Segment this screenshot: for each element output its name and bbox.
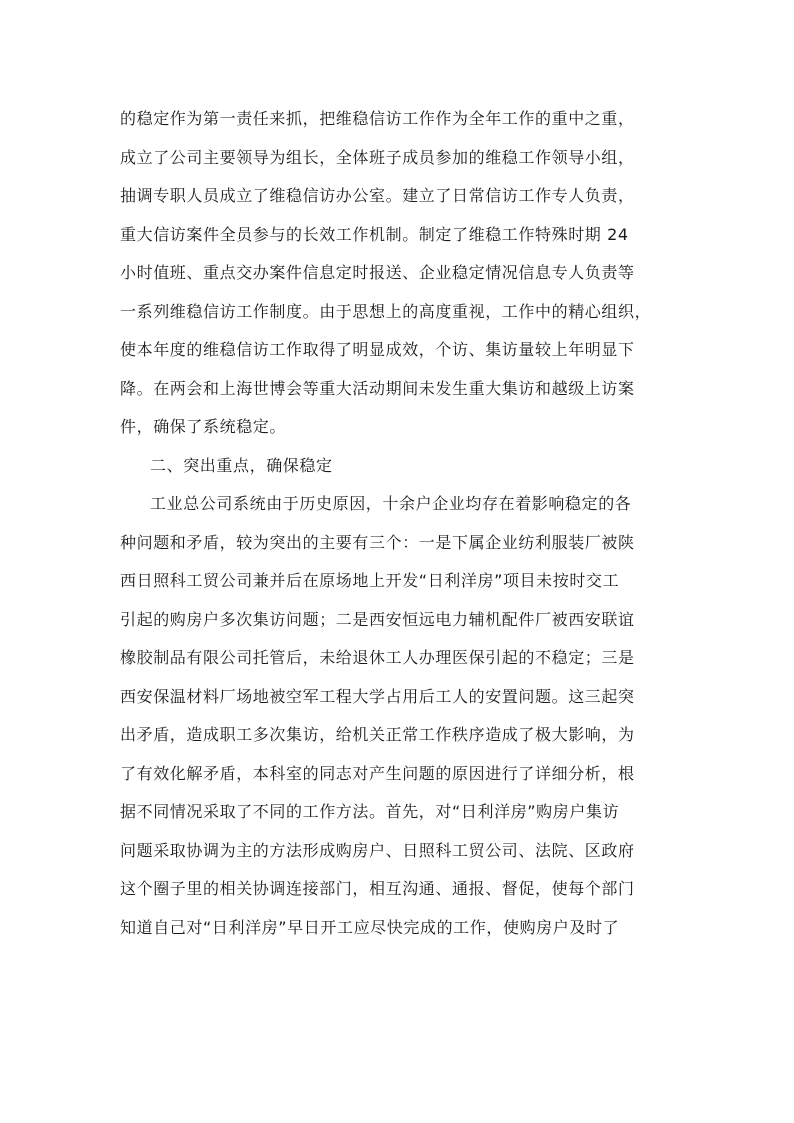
paragraph-line: 工业总公司系统由于历史原因，十余户企业均存在着影响稳定的各 <box>150 494 632 513</box>
paragraph-line: 降。在两会和上海世博会等重大活动期间未发生重大集访和越级上访案 <box>120 378 635 398</box>
paragraph-line: 出矛盾，造成职工多次集访，给机关正常工作秩序造成了极大影响，为 <box>120 725 635 744</box>
paragraph-line: 使本年度的维稳信访工作取得了明显成效，个访、集访量较上年明显下 <box>120 340 635 359</box>
paragraph-line: 成立了公司主要领导为组长，全体班子成员参加的维稳工作领导小组， <box>120 147 635 167</box>
paragraph-line: 小时值班、重点交办案件信息定时报送、企业稳定情况信息专人负责等 <box>120 263 635 282</box>
paragraph-line: 重大信访案件全员参与的长效工作机制。制定了维稳工作特殊时期 24 <box>120 224 629 244</box>
paragraph-line: 种问题和矛盾，较为突出的主要有三个：一是下属企业纺利服装厂被陕 <box>120 532 635 552</box>
paragraph-line: 西安保温材料厂场地被空军工程大学占用后工人的安置问题。这三起突 <box>120 686 635 706</box>
paragraph-line: 抽调专职人员成立了维稳信访办公室。建立了日常信访工作专人负责， <box>120 186 635 205</box>
paragraph-line: 一系列维稳信访工作制度。由于思想上的高度重视，工作中的精心组织， <box>120 301 652 321</box>
paragraph-line: 引起的购房户多次集访问题；二是西安恒远电力辅机配件厂被西安联谊 <box>120 609 635 629</box>
paragraph-line: 知道自己对“日利洋房”早日开工应尽快完成的工作，使购房户及时了 <box>120 917 620 937</box>
paragraph-line: 问题采取协调为主的方法形成购房户、日照科工贸公司、法院、区政府 <box>120 840 635 860</box>
paragraph-line: 据不同情况采取了不同的工作方法。首先，对“日利洋房”购房户集访 <box>120 802 620 821</box>
paragraph-line: 橡胶制品有限公司托管后，未给退休工人办理医保引起的不稳定；三是 <box>120 648 635 667</box>
document-body <box>120 100 680 947</box>
paragraph-line: 了有效化解矛盾，本科室的同志对产生问题的原因进行了详细分析，根 <box>120 763 635 783</box>
paragraph-line: 件，确保了系统稳定。 <box>120 417 287 436</box>
paragraph-line: 这个圈子里的相关协调连接部门，相互沟通、通报、督促，使每个部门 <box>120 879 635 898</box>
paragraph-line: 的稳定作为第一责任来抓，把维稳信访工作作为全年工作的重中之重， <box>120 109 635 128</box>
paragraph-line: 西日照科工贸公司兼并后在原场地上开发“日利洋房”项目未按时交工 <box>120 571 620 590</box>
section-heading: 二、突出重点，确保稳定 <box>150 455 333 475</box>
